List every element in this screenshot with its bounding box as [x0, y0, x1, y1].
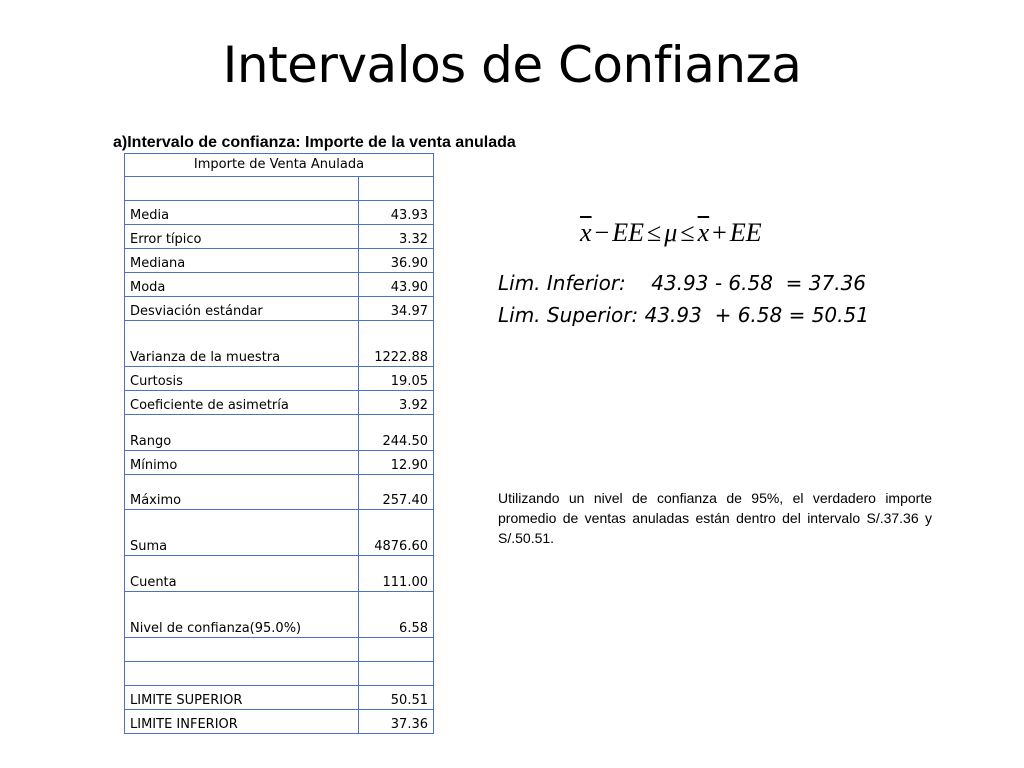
row-value: 3.32: [359, 225, 434, 249]
row-value: 1222.88: [359, 321, 434, 367]
table-body: [125, 177, 434, 734]
slide-title: Intervalos de Confianza: [222, 36, 802, 94]
row-value: 43.93: [359, 201, 434, 225]
row-label: Suma: [125, 510, 359, 556]
table-row: [125, 556, 434, 592]
row-label: Media: [125, 201, 359, 225]
row-value: 3.92: [359, 391, 434, 415]
table-row: [125, 177, 434, 201]
row-label: [125, 638, 359, 662]
table-row: [125, 249, 434, 273]
table-row: [125, 475, 434, 510]
table-header: Importe de Venta Anulada: [125, 154, 434, 177]
standard-error-symbol-2: EE: [729, 218, 762, 247]
confidence-interval-formula: [580, 218, 762, 248]
mu-symbol: μ: [664, 218, 678, 247]
row-value: 6.58: [359, 592, 434, 638]
row-label: Coeficiente de asimetría: [125, 391, 359, 415]
lower-limit-calculation: Lim. Inferior: 43.93 - 6.58 = 37.36: [498, 271, 867, 295]
row-value: 257.40: [359, 475, 434, 510]
row-label: Error típico: [125, 225, 359, 249]
row-label: Máximo: [125, 475, 359, 510]
row-value: 12.90: [359, 451, 434, 475]
row-label: LIMITE SUPERIOR: [125, 686, 359, 710]
row-value: 43.90: [359, 273, 434, 297]
row-label: Mediana: [125, 249, 359, 273]
row-value: 111.00: [359, 556, 434, 592]
leq-symbol-2: ≤: [680, 218, 695, 247]
table-row: [125, 367, 434, 391]
table-row: [125, 510, 434, 556]
section-subtitle: a)Intervalo de confianza: Importe de la venta anulada: [113, 134, 516, 151]
table-row: [125, 297, 434, 321]
row-value: [359, 177, 434, 201]
conclusion-text: Utilizando un nivel de confianza de 95%, el verdadero importe promedio de ventas anuladas están dentro del intervalo S/.37.36 y S/.50.51.: [498, 490, 932, 546]
leq-symbol: ≤: [646, 218, 662, 247]
row-value: 4876.60: [359, 510, 434, 556]
statistics-table: [124, 153, 434, 734]
upper-limit-calculation: Lim. Superior: 43.93 + 6.58 = 50.51: [498, 303, 869, 327]
row-label: Cuenta: [125, 556, 359, 592]
row-value: 34.97: [359, 297, 434, 321]
row-label: [125, 662, 359, 686]
table-row: [125, 415, 434, 451]
table-row: [125, 662, 434, 686]
sample-mean-symbol: $\overline{x}$: [580, 218, 592, 247]
table-header-row: [125, 154, 434, 177]
sample-mean-symbol-2: $\overline{x}$: [697, 218, 710, 247]
table-row: [125, 201, 434, 225]
table-row: [125, 273, 434, 297]
row-label: LIMITE INFERIOR: [125, 710, 359, 734]
row-value: 36.90: [359, 249, 434, 273]
minus-symbol: −: [594, 218, 610, 247]
row-label: Nivel de confianza(95.0%): [125, 592, 359, 638]
row-label: [125, 177, 359, 201]
standard-error-symbol: EE: [612, 218, 644, 247]
plus-symbol: +: [712, 218, 727, 247]
row-label: Mínimo: [125, 451, 359, 475]
row-label: Desviación estándar: [125, 297, 359, 321]
table-row: [125, 710, 434, 734]
table-row: [125, 391, 434, 415]
row-value: 50.51: [359, 686, 434, 710]
row-value: [359, 638, 434, 662]
row-value: 19.05: [359, 367, 434, 391]
row-label: Moda: [125, 273, 359, 297]
row-label: Curtosis: [125, 367, 359, 391]
table-row: [125, 225, 434, 249]
table-row: [125, 686, 434, 710]
row-label: Varianza de la muestra: [125, 321, 359, 367]
table-row: [125, 592, 434, 638]
row-value: 244.50: [359, 415, 434, 451]
row-value: [359, 662, 434, 686]
row-label: Rango: [125, 415, 359, 451]
table-row: [125, 451, 434, 475]
table-row: [125, 321, 434, 367]
row-value: 37.36: [359, 710, 434, 734]
table-row: [125, 638, 434, 662]
